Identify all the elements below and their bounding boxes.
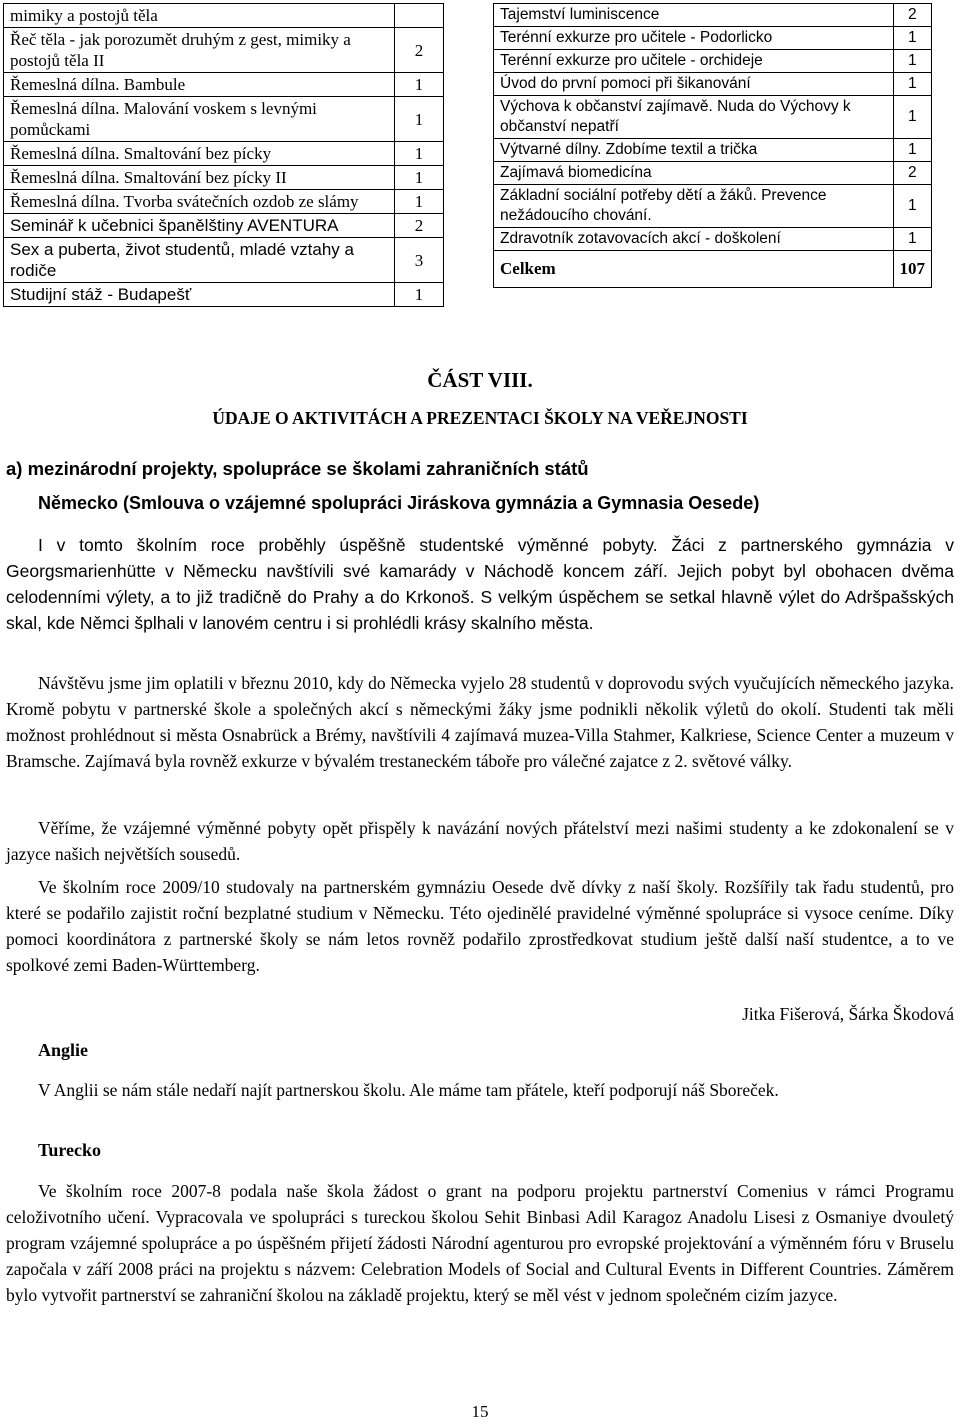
table-row xyxy=(494,185,932,228)
table-row xyxy=(494,96,932,139)
table-row xyxy=(4,238,444,283)
activity-name: Úvod do první pomoci při šikanování xyxy=(494,73,894,96)
activity-count: 1 xyxy=(395,190,444,214)
activity-name: Řemeslná dílna. Tvorba svátečních ozdob ze slámy xyxy=(4,190,395,214)
activity-name: Výtvarné dílny. Zdobíme textil a trička xyxy=(494,139,894,162)
part-title: ČÁST VIII. xyxy=(427,368,533,392)
activity-count: 1 xyxy=(893,139,932,162)
table-row xyxy=(494,50,932,73)
part-subtitle: ÚDAJE O AKTIVITÁCH A PREZENTACI ŠKOLY NA VEŘEJNOSTI xyxy=(212,408,748,428)
paragraph: V Anglii se nám stále nedaří najít partnerskou školu. Ale máme tam přátele, kteří podporují náš Sboreček. xyxy=(38,1080,779,1100)
activities-table-left xyxy=(3,3,444,307)
activity-name: Zajímavá biomedicína xyxy=(494,162,894,185)
activity-name: Řemeslná dílna. Bambule xyxy=(4,73,395,97)
table-row xyxy=(494,4,932,27)
activity-name: Zdravotník zotavovacích akcí - doškolení xyxy=(494,228,894,251)
activity-count: 1 xyxy=(893,228,932,251)
activity-count: 2 xyxy=(395,214,444,238)
table-row xyxy=(4,142,444,166)
activity-name: Výchova k občanství zajímavě. Nuda do Výchovy k občanství nepatří xyxy=(494,96,894,139)
anglie-heading: Anglie xyxy=(38,1040,89,1060)
activity-count: 1 xyxy=(893,185,932,228)
table-row xyxy=(4,166,444,190)
activity-count: 2 xyxy=(893,162,932,185)
table-row xyxy=(494,139,932,162)
activity-name: Studijní stáž - Budapešť xyxy=(4,283,395,307)
table-row xyxy=(494,228,932,251)
germany-heading: Německo (Smlouva o vzájemné spolupráci Jiráskova gymnázia a Gymnasia Oesede) xyxy=(38,493,760,513)
table-row xyxy=(494,73,932,96)
table-row xyxy=(494,27,932,50)
activity-count: 1 xyxy=(893,27,932,50)
activity-name: Seminář k učebnici španělštiny AVENTURA xyxy=(4,214,395,238)
section-heading: a) mezinárodní projekty, spolupráce se školami zahraničních států xyxy=(6,458,589,479)
activity-count: 3 xyxy=(395,238,444,283)
activity-count: 1 xyxy=(395,142,444,166)
activities-table-right xyxy=(493,3,932,288)
activity-count: 2 xyxy=(395,28,444,73)
activity-name: Řemeslná dílna. Smaltování bez pícky xyxy=(4,142,395,166)
activity-count: 1 xyxy=(395,166,444,190)
table-row xyxy=(494,162,932,185)
paragraph: I v tomto školním roce proběhly úspěšně studentské výměnné pobyty. Žáci z partnerského gymnázia v Georgsmarienhütte v Německu navštívili své kamarády v Náchodě koncem září. Jejich pobyt byl obohacen dvěma celodenními výlety, a to již tradičně do Prahy a do Krkonoš. S velkým úspěchem se setkal hlavně výlet do Adršpašských skal, kde Němci šplhali v lanovém centru i si prohlédli krásy skalního města. xyxy=(6,535,954,633)
turecko-heading: Turecko xyxy=(38,1140,102,1160)
activity-count: 1 xyxy=(893,96,932,139)
paragraph: Věříme, že vzájemné výměnné pobyty opět přispěly k navázání nových přátelství mezi našimi studenty a ke zdokonalení se v jazyce našich největších sousedů. xyxy=(6,818,954,864)
activity-name: Tajemství luminiscence xyxy=(494,4,894,27)
activity-name: Řeč těla - jak porozumět druhým z gest, mimiky a postojů těla II xyxy=(4,28,395,73)
activity-name: mimiky a postojů těla xyxy=(4,4,395,28)
activity-count xyxy=(395,4,444,28)
table-row xyxy=(4,97,444,142)
activity-name: Řemeslná dílna. Smaltování bez pícky II xyxy=(4,166,395,190)
paragraph: Ve školním roce 2009/10 studovaly na partnerském gymnáziu Oesede dvě dívky z naší školy. Rozšířily tak řadu studentů, pro které se podařilo zajistit roční bezplatné studium v Německu. Této ojedinělé pravidelné výměnné spolupráce si vysoce ceníme. Díky pomoci koordinátora z partnerské školy se nám letos rovněž podařilo zprostředkovat studium ještě další naší studentce, a to ve spolkové zemi Baden-Württemberg. xyxy=(6,877,954,975)
activity-name: Terénní exkurze pro učitele - orchideje xyxy=(494,50,894,73)
table-row xyxy=(4,283,444,307)
activity-name: Řemeslná dílna. Malování voskem s levnými pomůckami xyxy=(4,97,395,142)
activity-count: 1 xyxy=(395,73,444,97)
table-row xyxy=(4,73,444,97)
activity-name: Terénní exkurze pro učitele - Podorlicko xyxy=(494,27,894,50)
page-number: 15 xyxy=(471,1402,489,1421)
paragraph: Návštěvu jsme jim oplatili v březnu 2010, kdy do Německa vyjelo 28 studentů v doprovodu svých vyučujících německého jazyka. Kromě pobytu v partnerské škole a společných akcí s německými žáky jsme podnikli několik výletů do okolí. Studenti tak měli možnost prohlédnout si města Osnabrück a Brémy, navštívili 4 zajímavá muzea-Villa Stahmer, Kalkriese, Science Center a muzeum v Bramsche. Zajímavá byla rovněž exkurze v bývalém trestaneckém táboře pro válečné zajatce z 2. světové války. xyxy=(6,673,954,771)
activity-count: 1 xyxy=(893,50,932,73)
total-count: 107 xyxy=(893,251,932,288)
activity-name: Sex a puberta, život studentů, mladé vztahy a rodiče xyxy=(4,238,395,283)
signature: Jitka Fišerová, Šárka Škodová xyxy=(742,1004,954,1024)
activity-count: 1 xyxy=(395,97,444,142)
activity-count: 1 xyxy=(395,283,444,307)
table-row xyxy=(4,28,444,73)
total-label: Celkem xyxy=(494,251,894,288)
total-row xyxy=(494,251,932,288)
table-row xyxy=(4,190,444,214)
table-row xyxy=(4,214,444,238)
paragraph: Ve školním roce 2007-8 podala naše škola žádost o grant na podporu projektu partnerství Comenius v rámci Programu celoživotního učení. Vypracovala ve spolupráci s tureckou školou Sehit Binbasi Adil Karagoz Anadolu Lisesi z Osmaniye dvouletý program vzájemné spolupráce a po úspěšném přijetí žádosti Národní agenturou pro evropské projektování a výměnném fóru v Bruselu započala v září 2008 práci na projektu s názvem: Celebration Models of Social and Cultural Events in Different Countries. Záměrem bylo vytvořit partnerství se zahraniční školou na základě projektu, který se měl vést v jednom společném cizím jazyce. xyxy=(6,1181,954,1305)
activity-count: 1 xyxy=(893,73,932,96)
activity-name: Základní sociální potřeby dětí a žáků. Prevence nežádoucího chování. xyxy=(494,185,894,228)
activity-count: 2 xyxy=(893,4,932,27)
table-row xyxy=(4,4,444,28)
